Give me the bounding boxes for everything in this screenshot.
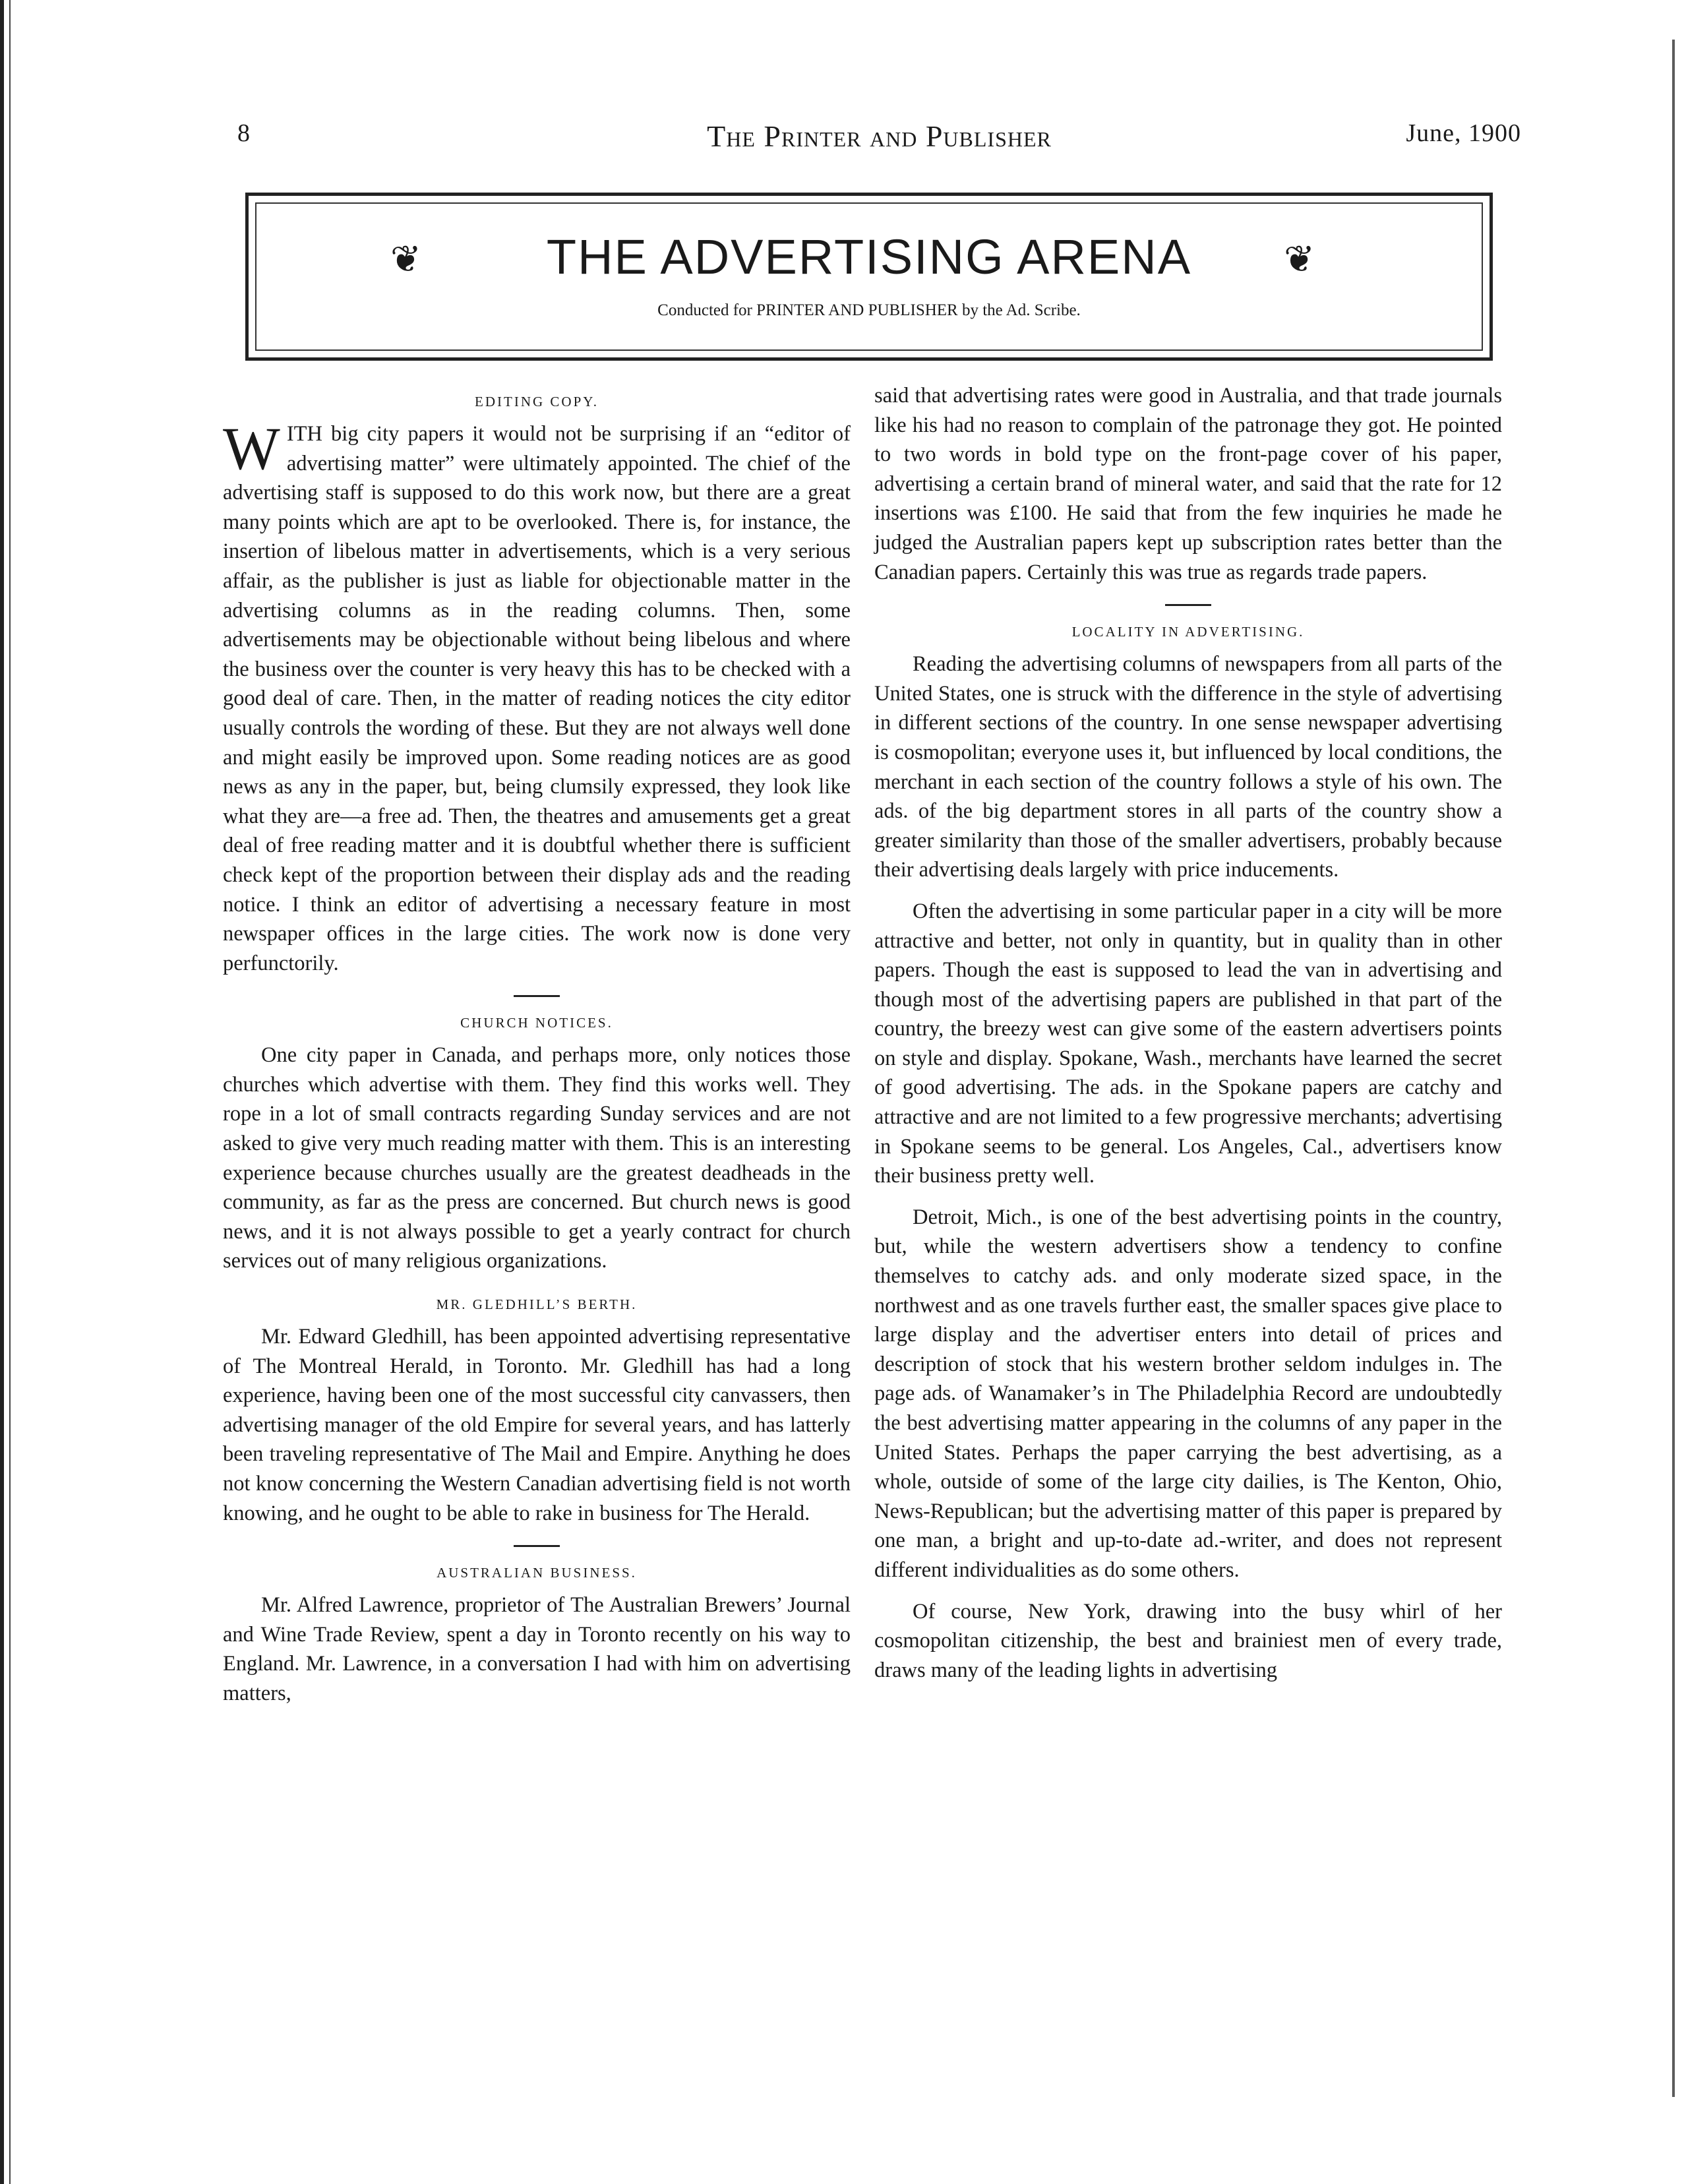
section-title: THE ADVERTISING ARENA [546,229,1192,284]
publication-title: The Printer and Publisher [707,119,1052,153]
right-column [874,381,1502,1685]
article-paragraph: Of course, New York, drawing into the busy whirl of her cosmopolitan citizenship, the best and brainiest men of every trade, draws many of the leading lights in advertising [874,1599,1502,1682]
article-heading: AUSTRALIAN BUSINESS. [437,1565,637,1581]
scan-edge-left [0,0,17,2184]
article-heading: MR. GLEDHILL’S BERTH. [436,1296,638,1313]
left-column [223,381,851,1709]
drop-cap: W [223,415,280,482]
article-paragraph [223,415,851,978]
issue-date: June, 1900 [1406,119,1521,147]
divider [514,995,560,997]
article-paragraph: Reading the advertising columns of newspapers from all parts of the United States, one is struck with the difference in the style of advertising in different sections of the country. In one sense newspaper advertising is cosmopolitan; everyone uses it, but influenced by local conditions, the merchant in each section of the country follows a style of his own. The ads. of the big department stores in all parts of the country show a greater similarity than those of the smaller advertisers, probably because their advertising deals largely with price inducements. [874,652,1502,882]
divider [514,1545,560,1547]
article-paragraph: Detroit, Mich., is one of the best advertising points in the country, but, while the western advertisers show a tendency to confine themselves to catchy ads. and only moderate sized space, in the northwest and as one travels further east, the smaller spaces give place to large display and the advertiser enters into detail of prices and description of stock that his western brother seldom indulges in. The page ads. of Wanamaker’s in The Philadelphia Record are undoubtedly the best advertising matter appearing in the columns of any paper in the United States. Perhaps the paper carrying the best advertising, as a whole, outside of some of the large city dailies, is The Kenton, Ohio, News-Republican; but the advertising matter of this paper is prepared by one man, a bright and up-to-date ad.-writer, and does not represent different individualities as do some others. [874,1205,1502,1582]
article-heading: EDITING COPY. [475,394,599,410]
fleuron-icon: ❦ [390,239,421,280]
fleuron-icon: ❦ [1284,239,1315,280]
article-paragraph: said that advertising rates were good in Australia, and that trade journals like his had no reason to complain of the patronage they got. He pointed to two words in bold type on the front-page cover of his paper, advertising a certain brand of mineral water, and said that the rate for 12 insertions was £100. He said that from the few inquiries he made he judged the Australian papers kept up subscription rates better than the Canadian papers. Certainly this was true as regards trade papers. [874,384,1502,584]
article-heading: LOCALITY IN ADVERTISING. [1071,624,1305,640]
paragraph-text: ITH big city papers it would not be surprising if an “editor of advertising matter” were ultimately appointed. The chief of the advertising staff is supposed to do this work now, but there are a great many points which are apt to be overlooked. There is, for instance, the insertion of libelous matter in advertisements, which is a very serious affair, as the publisher is just as liable for objectionable matter in the advertising columns as in the reading columns. Then, some advertisements may be objectionable without being libelous and where the business over the counter is very heavy this has to be checked with a good deal of care. Then, in the matter of reading notices the city editor usually controls the wording of these. But they are not always well done and might easily be improved upon. Some reading notices are as good news as any in the paper, but, being clumsily expressed, they look like what they are—a free ad. Then, the theatres and amusements get a great deal of free reading matter and it is doubtful whether there is sufficient check kept of the proportion between their display ads and the reading notice. I think an editor of advertising a necessary feature in most newspaper offices in the large cities. The work now is done very perfunctorily. [223,422,851,975]
page-number: 8 [237,119,251,147]
scan-edge-right [1672,40,1679,2097]
article-paragraph: Mr. Alfred Lawrence, proprietor of The Australian Brewers’ Journal and Wine Trade Review, spent a day in Toronto recently on his way to England. Mr. Lawrence, in a conversation I had with him on advertising matters, [223,1593,851,1705]
article-paragraph: One city paper in Canada, and perhaps more, only notices those churches which advertise with them. They find this works well. They rope in a lot of small contracts regarding Sunday services and are not asked to give very much reading matter with them. This is an interesting experience because churches usually are the greatest deadheads in the community, as far as the press are concerned. But church news is good news, and it is not always possible to get a yearly contract for church services out of many religious organizations. [223,1043,851,1273]
divider [1165,604,1211,606]
section-subtitle: Conducted for PRINTER AND PUBLISHER by the Ad. Scribe. [657,301,1081,319]
running-head [237,119,1521,165]
article-paragraph: Mr. Edward Gledhill, has been appointed advertising representative of The Montreal Herald, in Toronto. Mr. Gledhill has had a long experience, having been one of the most successful city canvassers, then advertising manager of the old Empire for several years, and has latterly been traveling representative of The Mail and Empire. Anything he does not know concerning the Western Canadian advertising field is not worth knowing, and he ought to be able to rake in business for The Herald. [223,1325,851,1525]
section-banner [245,193,1493,361]
article-paragraph: Often the advertising in some particular paper in a city will be more attractive and better, not only in quantity, but in quality than in other papers. Though the east is supposed to lead the van in advertising and though most of the advertising papers are published in that part of the country, the breezy west can give some of the eastern advertisers points on style and display. Spokane, Wash., merchants have learned the secret of good advertising. The ads. in the Spokane papers are catchy and attractive and are not limited to a few progressive merchants; advertising in Spokane seems to be general. Los Angeles, Cal., advertisers know their business pretty well. [874,899,1502,1188]
article-heading: CHURCH NOTICES. [460,1015,613,1031]
